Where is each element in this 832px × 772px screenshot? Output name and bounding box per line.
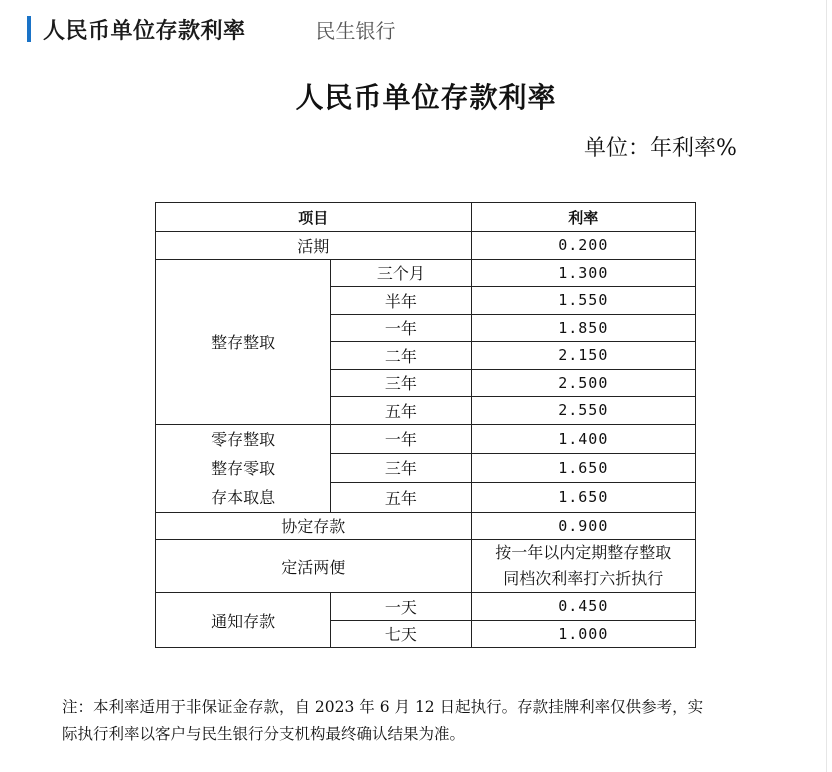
term-cell: 五年 — [331, 397, 471, 425]
item-cunben-label: 存本取息 — [211, 487, 276, 507]
table-row — [156, 424, 696, 453]
page-title: 人民币单位存款利率 — [43, 18, 246, 44]
table-row — [156, 540, 696, 593]
rate-dinghuo — [471, 540, 695, 593]
rate-huoqi: 0.200 — [471, 232, 695, 260]
table-row — [156, 232, 696, 260]
table-row — [156, 512, 696, 540]
item-dinghuo: 定活两便 — [156, 540, 472, 593]
term-cell: 二年 — [331, 342, 471, 370]
document-title: 人民币单位存款利率 — [295, 81, 557, 114]
rate-cell: 1.300 — [471, 259, 695, 287]
term-cell: 三年 — [331, 453, 471, 482]
item-tongzhi: 通知存款 — [156, 593, 331, 648]
term-cell: 三个月 — [331, 259, 471, 287]
footnote — [62, 694, 802, 748]
table-row — [156, 259, 696, 287]
rate-cell: 2.550 — [471, 397, 695, 425]
rate-cell: 1.550 — [471, 287, 695, 315]
page-header — [27, 14, 396, 44]
rate-cell: 2.500 — [471, 369, 695, 397]
rate-cell: 1.000 — [471, 620, 695, 648]
rate-cell: 1.400 — [471, 424, 695, 453]
item-zhengling-label: 整存零取 — [211, 458, 276, 478]
rate-dinghuo-line2: 同档次利率打六折执行 — [503, 569, 664, 588]
rate-cell: 2.150 — [471, 342, 695, 370]
term-cell: 半年 — [331, 287, 471, 315]
item-lingcun — [156, 424, 331, 512]
rate-cell: 1.650 — [471, 453, 695, 482]
item-xieding: 协定存款 — [156, 512, 472, 540]
table-header-row — [156, 203, 696, 232]
term-cell: 七天 — [331, 620, 471, 648]
footnote-line-1: 注：本利率适用于非保证金存款，自 2023 年 6 月 12 日起执行。存款挂牌利率仅供参考，实 — [62, 698, 704, 716]
term-cell: 一年 — [331, 314, 471, 342]
rate-cell: 0.450 — [471, 593, 695, 621]
unit-label: 单位：年利率% — [584, 136, 737, 161]
table-row — [156, 593, 696, 621]
term-cell: 一年 — [331, 424, 471, 453]
item-zhengcun: 整存整取 — [156, 259, 331, 424]
bank-name: 民生银行 — [315, 18, 396, 43]
rate-xieding: 0.900 — [471, 512, 695, 540]
rate-cell: 1.650 — [471, 483, 695, 512]
rate-table — [155, 202, 696, 648]
column-header-rate: 利率 — [471, 203, 695, 232]
rate-cell: 1.850 — [471, 314, 695, 342]
footnote-line-2: 际执行利率以客户与民生银行分支机构最终确认结果为准。 — [62, 725, 466, 743]
item-lingcun-label: 零存整取 — [211, 429, 276, 449]
column-header-item: 项目 — [156, 203, 472, 232]
rate-dinghuo-line1: 按一年以内定期整存整取 — [495, 543, 672, 562]
term-cell: 三年 — [331, 369, 471, 397]
item-huoqi: 活期 — [156, 232, 472, 260]
term-cell: 五年 — [331, 483, 471, 512]
header-accent-bar — [27, 16, 31, 42]
term-cell: 一天 — [331, 593, 471, 621]
